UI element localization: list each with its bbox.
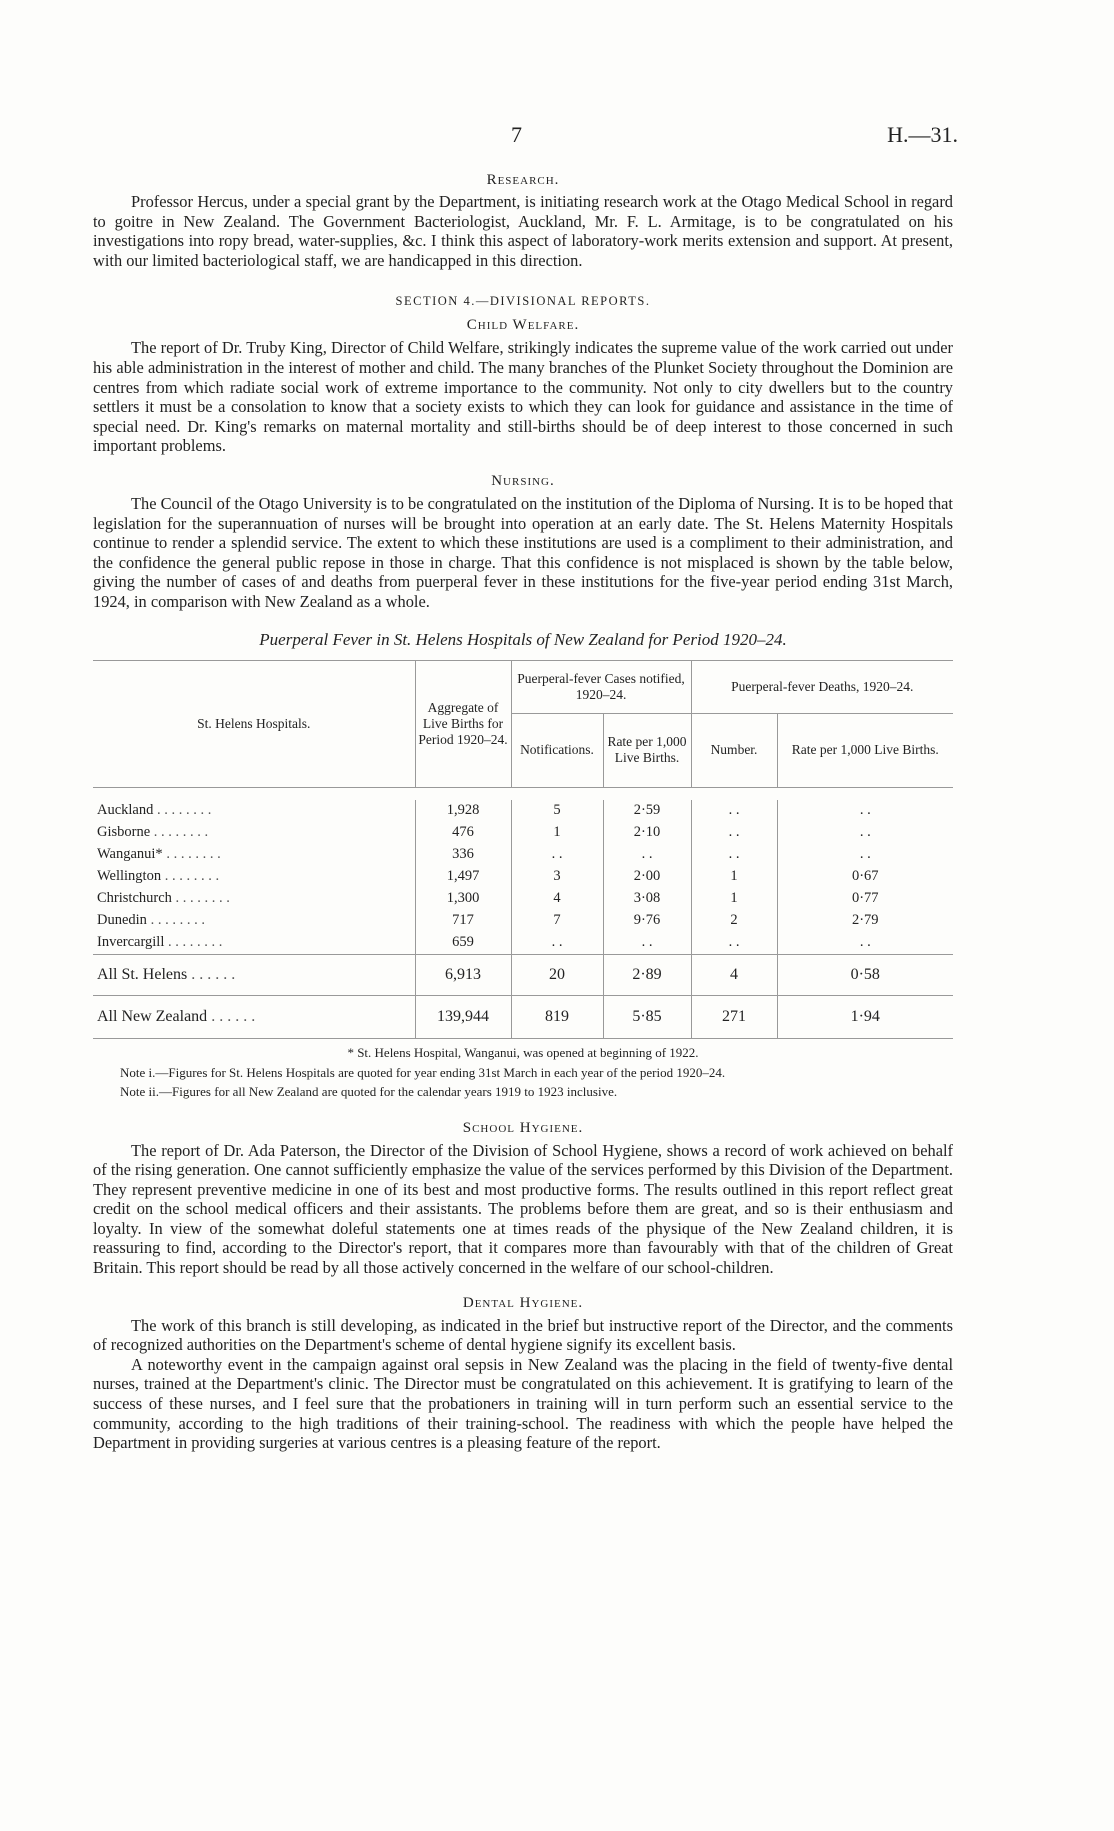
school-hygiene-paragraph: The report of Dr. Ada Paterson, the Director of the Division of School Hygiene, shows a record of work achieved on behalf of the rising generation. One cannot sufficiently emphasize the value of the services performed by this Division of the Department. They represent preventive medicine in one of its best and most productive forms. The results outlined in this report reflect great credit on the school medical officers and their assistants. The problems before them are great, and so is their enthusiasm and loyalty. In view of the somewhat doleful statements one at times reads of the physique of the New Zealand children, it is reassuring to find, according to the Director's report, that it compares more than favourably with that of the children of Great Britain. This report should be read by all those actively concerned in the welfare of our school-children.: [93, 1140, 953, 1278]
death-rate: . .: [777, 844, 953, 866]
page-header: [93, 0, 958, 150]
case-rate: 9·76: [603, 910, 691, 932]
hospital-name: Christchurch: [97, 890, 172, 906]
table-footnote: * St. Helens Hospital, Wanganui, was opened at beginning of 1922.: [347, 1044, 699, 1060]
total-notifications: 819: [511, 995, 603, 1038]
dental-hygiene-paragraph-2: A noteworthy event in the campaign against oral sepsis in New Zealand was the placing in the field of twenty-five dental nurses, trained at the Department's clinic. The Director must be congratulated on this achievement. It is gratifying to learn of the success of these nurses, and I feel sure that the probationers in training will in turn perform such an essential service to the community, according to the high traditions of their training-school. The readiness with which the people have helped the Department in providing surgeries at various centres is a pleasing feature of the report.: [93, 1354, 953, 1453]
hospital-name: Invercargill: [97, 934, 165, 950]
hospital-name: Auckland: [97, 802, 154, 818]
child-welfare-paragraph: The report of Dr. Truby King, Director of Child Welfare, strikingly indicates the supreme value of the work carried out under his able administration in the interest of mother and child. The many branches of the Plunket Society throughout the Dominion are centres from which radiate social work of extreme importance to the community. Not only to city dwellers but to the country settlers it must be a consolation to know that a society exists to which they can look for guidance and assistance in the time of special need. Dr. King's remarks on maternal mortality and still-births should be of deep interest to those concerned in such important problems.: [93, 338, 953, 456]
col-head-live-births: Aggregate of Live Births for Period 1920–24.: [415, 660, 511, 787]
death-number: 1: [691, 866, 777, 888]
death-number: . .: [691, 844, 777, 866]
death-rate: . .: [777, 932, 953, 955]
death-number: . .: [691, 822, 777, 844]
table-row: Gisborne . . . . . . . . 476 1 2·10 . . . .: [93, 822, 953, 844]
total-label: All St. Helens: [97, 965, 188, 983]
live-births: 659: [415, 932, 511, 955]
live-births: 1,497: [415, 866, 511, 888]
notifications: 3: [511, 866, 603, 888]
live-births: 1,928: [415, 800, 511, 822]
hospital-name: Wellington: [97, 868, 162, 884]
notifications: . .: [511, 932, 603, 955]
notifications: 7: [511, 910, 603, 932]
death-number: . .: [691, 932, 777, 955]
research-section: [93, 172, 953, 270]
notifications: 1: [511, 822, 603, 844]
death-number: 2: [691, 910, 777, 932]
total-live-births: 6,913: [415, 954, 511, 995]
case-rate: . .: [603, 844, 691, 866]
child-welfare-heading: Child Welfare.: [466, 317, 580, 334]
col-head-notifications: Notifications.: [511, 713, 603, 787]
total-label: All New Zealand: [97, 1007, 208, 1025]
hospital-name: Gisborne: [97, 824, 151, 840]
total-death-number: 4: [691, 954, 777, 995]
col-head-death-rate: Rate per 1,000 Live Births.: [777, 713, 953, 787]
case-rate: 2·00: [603, 866, 691, 888]
hospital-name: Wanganui*: [97, 846, 163, 862]
case-rate: . .: [603, 932, 691, 955]
col-head-cases-group: Puerperal-fever Cases notified, 1920–24.: [511, 660, 691, 713]
live-births: 476: [415, 822, 511, 844]
school-hygiene-section: [93, 1120, 953, 1278]
dental-hygiene-paragraph-1: The work of this branch is still developing, as indicated in the brief but instructive report of the Director, and the comments of recognized authorities on the Department's scheme of dental hygiene signify its excellent basis.: [93, 1315, 953, 1355]
case-rate: 2·10: [603, 822, 691, 844]
total-case-rate: 5·85: [603, 995, 691, 1038]
table-row: Invercargill . . . . . . . . 659 . . . . . . . .: [93, 932, 953, 955]
research-paragraph: Professor Hercus, under a special grant by the Department, is initiating research work at the Otago Medical School in regard to goitre in New Zealand. The Government Bacteriologist, Auckland, Mr. F. L. Armitage, is to be congratulated on his investigations into ropy bread, water-supplies, &c. I think this aspect of laboratory-work merits extension and support. At present, with our limited bacteriological staff, we are handicapped in this direction.: [93, 192, 953, 270]
nursing-heading: Nursing.: [491, 472, 555, 489]
death-rate: 2·79: [777, 910, 953, 932]
notifications: 4: [511, 888, 603, 910]
table-header-row-1: [93, 660, 953, 713]
page-number: 7: [511, 122, 522, 147]
col-head-hospitals: St. Helens Hospitals.: [93, 660, 415, 787]
notifications: . .: [511, 844, 603, 866]
total-death-rate: 1·94: [777, 995, 953, 1038]
total-death-rate: 0·58: [777, 954, 953, 995]
research-heading: Research.: [486, 172, 560, 188]
death-rate: . .: [777, 800, 953, 822]
nursing-paragraph: The Council of the Otago University is to be congratulated on the institution of the Diploma of Nursing. It is to be hoped that legislation for the superannuation of nurses will be brought into operation at an early date. The St. Helens Maternity Hospitals continue to render a splendid service. The extent to which these institutions are used is a compliment to their administration, and the confidence the general public repose in those in charge. That this confidence is not misplaced is shown by the table below, giving the number of cases of and deaths from puerperal fever in these institutions for the five-year period ending 31st March, 1924, in comparison with New Zealand as a whole.: [93, 493, 953, 611]
total-notifications: 20: [511, 954, 603, 995]
col-head-case-rate: Rate per 1,000 Live Births.: [603, 713, 691, 787]
total-live-births: 139,944: [415, 995, 511, 1038]
school-hygiene-heading: School Hygiene.: [462, 1119, 584, 1136]
document-page: [93, 0, 958, 1453]
table-row: Dunedin . . . . . . . . 717 7 9·76 2 2·79: [93, 910, 953, 932]
child-welfare-section: [93, 317, 953, 456]
section-4-heading: SECTION 4.—DIVISIONAL REPORTS.: [395, 294, 651, 309]
total-case-rate: 2·89: [603, 954, 691, 995]
death-rate: . .: [777, 822, 953, 844]
notifications: 5: [511, 800, 603, 822]
col-head-death-number: Number.: [691, 713, 777, 787]
hospital-name: Dunedin: [97, 912, 147, 928]
live-births: 336: [415, 844, 511, 866]
table-note-2: Note ii.—Figures for all New Zealand are quoted for the calendar years 1919 to 1923 inclusive.: [120, 1083, 618, 1099]
death-number: 1: [691, 888, 777, 910]
table-row: Christchurch . . . . . . . . 1,300 4 3·08 1 0·77: [93, 888, 953, 910]
puerperal-fever-table: [93, 660, 953, 1039]
nursing-section: [93, 473, 953, 612]
table-row: Auckland . . . . . . . . 1,928 5 2·59 . . . .: [93, 800, 953, 822]
table-note-1: Note i.—Figures for St. Helens Hospitals are quoted for year ending 31st March in each year of the period 1920–24.: [120, 1064, 726, 1080]
col-head-deaths-group: Puerperal-fever Deaths, 1920–24.: [691, 660, 953, 713]
total-row-st-helens: All St. Helens . . . . . . 6,913 20 2·89 4 0·58: [93, 954, 953, 995]
live-births: 1,300: [415, 888, 511, 910]
case-rate: 2·59: [603, 800, 691, 822]
table-row: Wanganui* . . . . . . . . 336 . . . . . . . .: [93, 844, 953, 866]
dental-hygiene-heading: Dental Hygiene.: [462, 1294, 584, 1311]
death-number: . .: [691, 800, 777, 822]
case-rate: 3·08: [603, 888, 691, 910]
total-death-number: 271: [691, 995, 777, 1038]
total-row-new-zealand: All New Zealand . . . . . . 139,944 819 5·85 271 1·94: [93, 995, 953, 1038]
death-rate: 0·77: [777, 888, 953, 910]
table-caption: Puerperal Fever in St. Helens Hospitals of New Zealand for Period 1920–24.: [259, 629, 787, 649]
death-rate: 0·67: [777, 866, 953, 888]
live-births: 717: [415, 910, 511, 932]
dental-hygiene-section: [93, 1295, 953, 1453]
table-row: Wellington . . . . . . . . 1,497 3 2·00 1 0·67: [93, 866, 953, 888]
document-reference: H.—31.: [887, 122, 958, 147]
